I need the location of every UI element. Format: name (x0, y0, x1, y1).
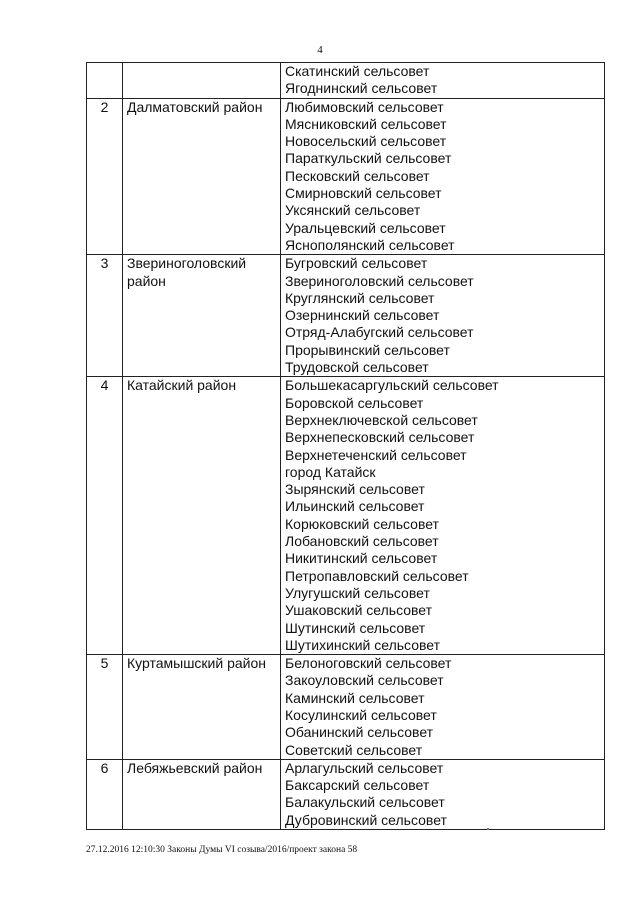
council-list (281, 377, 605, 655)
council-item: Большекасаргульский сельсовет (285, 377, 499, 394)
council-list (281, 655, 605, 760)
council-item: Яснополянский сельсовет (285, 236, 455, 253)
council-item: Верхнетеченский сельсовет (285, 446, 467, 463)
council-item: Отряд-Алабугский сельсовет (285, 324, 474, 341)
council-item: Трудовской сельсовет (285, 359, 429, 376)
council-item: Закоуловский сельсовет (285, 672, 444, 689)
row-number: 6 (87, 759, 123, 829)
district-name (123, 63, 281, 99)
council-item: Прорывинский сельсовет (285, 341, 450, 358)
district-name: Далматовский район (123, 98, 281, 255)
council-item: Лобановский сельсовет (285, 533, 439, 550)
district-name: Катайский район (123, 377, 281, 655)
district-name: Лебяжьевский район (123, 759, 281, 829)
council-item: Песковский сельсовет (285, 167, 430, 184)
council-item: Звериноголовский сельсовет (285, 272, 474, 289)
council-item: Бугровский сельсовет (285, 255, 428, 272)
council-list (281, 759, 605, 829)
district-name: Куртамышский район (123, 655, 281, 760)
districts-table (86, 62, 605, 830)
council-item: Балакульский сельсовет (285, 794, 445, 811)
row-number: 4 (87, 377, 123, 655)
council-item: Никитинский сельсовет (285, 550, 438, 567)
council-item: Любимовский сельсовет (285, 98, 444, 115)
council-item: Боровской сельсовет (285, 394, 424, 411)
council-list (281, 63, 605, 99)
table-row (87, 655, 605, 760)
table-row (87, 98, 605, 255)
table-row (87, 759, 605, 829)
council-item: Уксянский сельсовет (285, 202, 421, 219)
council-item: Параткульский сельсовет (285, 150, 452, 167)
row-number: 2 (87, 98, 123, 255)
council-item: Косулинский сельсовет (285, 706, 437, 723)
council-item: Ушаковский сельсовет (285, 602, 433, 619)
district-name: Звериноголовский район (123, 255, 281, 377)
council-item: Скатинский сельсовет (285, 63, 430, 79)
council-item: Дубровинский сельсовет (285, 811, 447, 828)
council-item: Петропавловский сельсовет (285, 567, 469, 584)
table-row (87, 63, 605, 99)
council-item: Каминский сельсовет (285, 689, 425, 706)
council-item: Верхнеключевской сельсовет (285, 411, 478, 428)
row-number (87, 63, 123, 99)
table-row (87, 377, 605, 655)
council-item: Круглянский сельсовет (285, 289, 435, 306)
council-item: Уральцевский сельсовет (285, 219, 446, 236)
council-item: Корюковский сельсовет (285, 515, 439, 532)
council-item: город Катайск (285, 463, 376, 480)
council-list (281, 98, 605, 255)
council-item: Арлагульский сельсовет (285, 759, 444, 776)
council-item: Улугушский сельсовет (285, 584, 430, 601)
page-number: 4 (317, 44, 323, 56)
row-number: 3 (87, 255, 123, 377)
council-item: Верхнепесковский сельсовет (285, 429, 475, 446)
council-item: Озернинский сельсовет (285, 307, 440, 324)
table-row (87, 255, 605, 377)
council-item: Обанинский сельсовет (285, 724, 434, 741)
row-number: 5 (87, 655, 123, 760)
council-item: Новосельский сельсовет (285, 133, 447, 150)
footer-path: 27.12.2016 12:10:30 Законы Думы VI созыва/2016/проект закона 58 (86, 845, 358, 855)
scan-speck (487, 828, 489, 830)
council-item: Советский сельсовет (285, 741, 423, 758)
council-item: Ильинский сельсовет (285, 498, 425, 515)
council-item: Зырянский сельсовет (285, 481, 425, 498)
council-item: Баксарский сельсовет (285, 777, 430, 794)
council-item: Шутихинский сельсовет (285, 636, 441, 653)
council-item: Ягоднинский сельсовет (285, 80, 438, 97)
council-item: Смирновский сельсовет (285, 185, 442, 202)
council-list (281, 255, 605, 377)
council-item: Белоноговский сельсовет (285, 655, 452, 672)
council-item: Шутинский сельсовет (285, 619, 426, 636)
council-item: Мясниковский сельсовет (285, 115, 447, 132)
